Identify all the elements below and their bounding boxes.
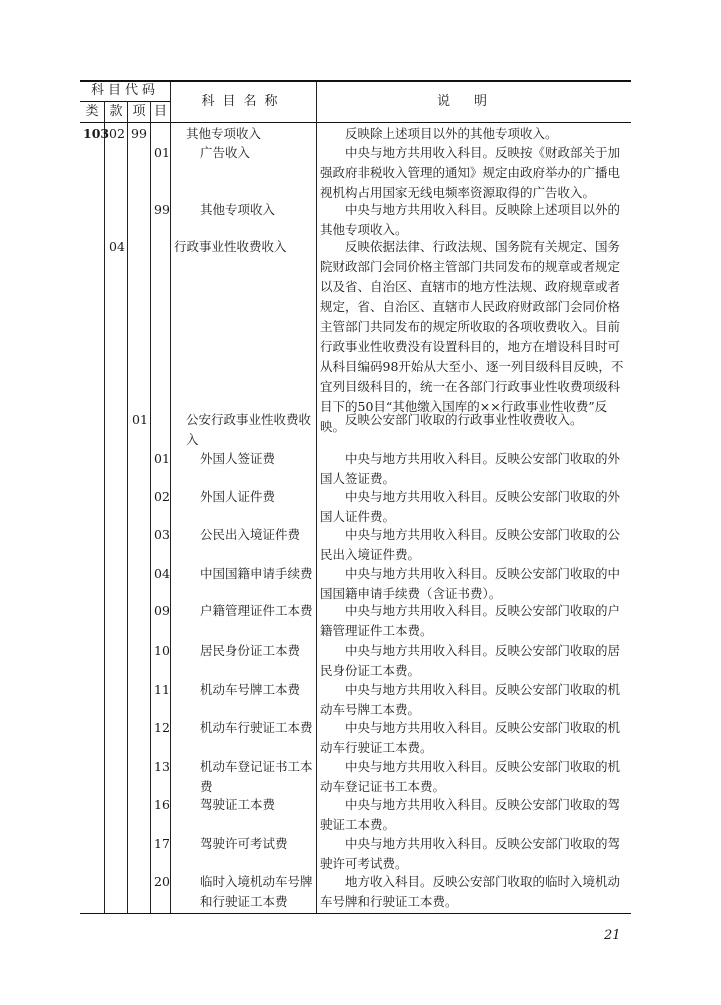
row-10-name: 居民身份证工本费 (200, 643, 301, 658)
row-2-desc: 中央与地方共用收入科目。反映除上述项目以外的其他专项收入。 (320, 202, 621, 237)
row-1-mu: 01 (154, 145, 170, 160)
col-divider-kuan (127, 101, 128, 913)
row-14-name: 驾驶证工本费 (200, 797, 276, 812)
row-7-name: 公民出入境证件费 (200, 527, 301, 542)
row-15-desc: 中央与地方共用收入科目。反映公安部门收取的驾驶许可考试费。 (320, 836, 621, 871)
row-4-desc: 反映公安部门收取的行政事业性收费收入。 (345, 412, 583, 427)
row-9-mu: 09 (154, 603, 170, 618)
row-8-mu: 04 (154, 566, 170, 581)
row-9-desc: 中央与地方共用收入科目。反映公安部门收取的户籍管理证件工本费。 (320, 603, 621, 638)
col-divider-xiang (150, 101, 151, 913)
row-1-desc: 中央与地方共用收入科目。反映按《财政部关于加强政府非税收入管理的通知》规定由政府举办的广播电视机构占用国家无线电频率资源取得的广告收入。 (320, 145, 621, 200)
row-14-mu: 16 (154, 797, 170, 812)
row-0-name: 其他专项收入 (186, 126, 262, 141)
header-mu: 目 (153, 104, 167, 119)
row-11-mu: 11 (154, 682, 170, 697)
row-12-desc: 中央与地方共用收入科目。反映公安部门收取的机动车行驶证工本费。 (320, 720, 621, 755)
row-3-name: 行政事业性收费收入 (174, 239, 287, 254)
row-3-desc: 反映依据法律、行政法规、国务院有关规定、国务院财政部门会同价格主管部门共同发布的规章或者规定以及省、自治区、直辖市的地方性法规、政府规章或者规定，省、自治区、直辖市人民政府财政部门会同价格主管部门共同发布的规定所收取的各项收费收入。目前行政事业性收费没有设置科目的，地方在增设科目时可从科目编码98开始从大至小、逐一列目级科目反映，不宜列目级科目的，统一在各部门行政事业性收费项级科目下的50目“其他缴入国库的××行政事业性收费”反映。 (320, 239, 624, 434)
row-5-desc: 中央与地方共用收入科目。反映公安部门收取的外国人签证费。 (320, 451, 621, 486)
row-8-name: 中国国籍申请手续费 (200, 566, 313, 581)
row-5-name: 外国人签证费 (200, 451, 276, 466)
row-4-name: 公安行政事业性收费收入 (186, 412, 312, 447)
page-number: 21 (604, 928, 621, 943)
row-1-name: 广告收入 (200, 145, 251, 160)
row-11-name: 机动车号牌工本费 (200, 682, 301, 697)
row-14-desc: 中央与地方共用收入科目。反映公安部门收取的驾驶证工本费。 (320, 797, 621, 832)
row-3-kuan: 04 (109, 239, 125, 254)
row-10-desc: 中央与地方共用收入科目。反映公安部门收取的居民身份证工本费。 (320, 643, 621, 678)
row-0-kuan: 02 (109, 126, 125, 141)
row-13-desc: 中央与地方共用收入科目。反映公安部门收取的机动车登记证书工本费。 (320, 759, 621, 794)
row-6-name: 外国人证件费 (200, 489, 276, 504)
col-divider-lei (104, 101, 105, 913)
row-13-mu: 13 (154, 759, 170, 774)
row-6-desc: 中央与地方共用收入科目。反映公安部门收取的外国人证件费。 (320, 489, 621, 524)
col-divider-mu (170, 82, 171, 913)
row-15-name: 驾驶许可考试费 (200, 836, 288, 851)
row-0-lei: 103 (83, 126, 110, 141)
row-13-name: 机动车登记证书工本费 (200, 759, 313, 794)
header-xiang: 项 (132, 104, 146, 119)
header-bottom-border (80, 122, 631, 123)
row-2-mu: 99 (154, 202, 170, 217)
header-lei: 类 (85, 104, 99, 119)
row-0-xiang: 99 (131, 126, 147, 141)
row-16-name: 临时入境机动车号牌和行驶证工本费 (200, 874, 313, 909)
row-10-mu: 10 (154, 643, 170, 658)
row-16-desc: 地方收入科目。反映公安部门收取的临时入境机动车号牌和行驶证工本费。 (320, 874, 621, 909)
col-divider-name (316, 82, 317, 913)
row-11-desc: 中央与地方共用收入科目。反映公安部门收取的机动车号牌工本费。 (320, 682, 621, 717)
row-2-name: 其他专项收入 (200, 202, 276, 217)
row-7-mu: 03 (154, 527, 170, 542)
header-name: 科目名称 (201, 94, 286, 109)
row-9-name: 户籍管理证件工本费 (200, 603, 313, 618)
row-12-mu: 12 (154, 720, 170, 735)
row-16-mu: 20 (154, 874, 170, 889)
row-5-mu: 01 (154, 451, 170, 466)
row-7-desc: 中央与地方共用收入科目。反映公安部门收取的公民出入境证件费。 (320, 527, 621, 562)
row-8-desc: 中央与地方共用收入科目。反映公安部门收取的中国国籍申请手续费（含证书费）。 (320, 566, 621, 601)
row-4-xiang: 01 (132, 412, 148, 427)
row-15-mu: 17 (154, 836, 170, 851)
header-code-group: 科目代码 (90, 83, 159, 98)
table-bottom-border (80, 913, 631, 914)
header-kuan: 款 (109, 104, 123, 119)
row-0-desc: 反映除上述项目以外的其他专项收入。 (345, 126, 558, 141)
row-12-name: 机动车行驶证工本费 (200, 720, 313, 735)
header-desc: 说明 (436, 94, 511, 109)
row-6-mu: 02 (154, 489, 170, 504)
